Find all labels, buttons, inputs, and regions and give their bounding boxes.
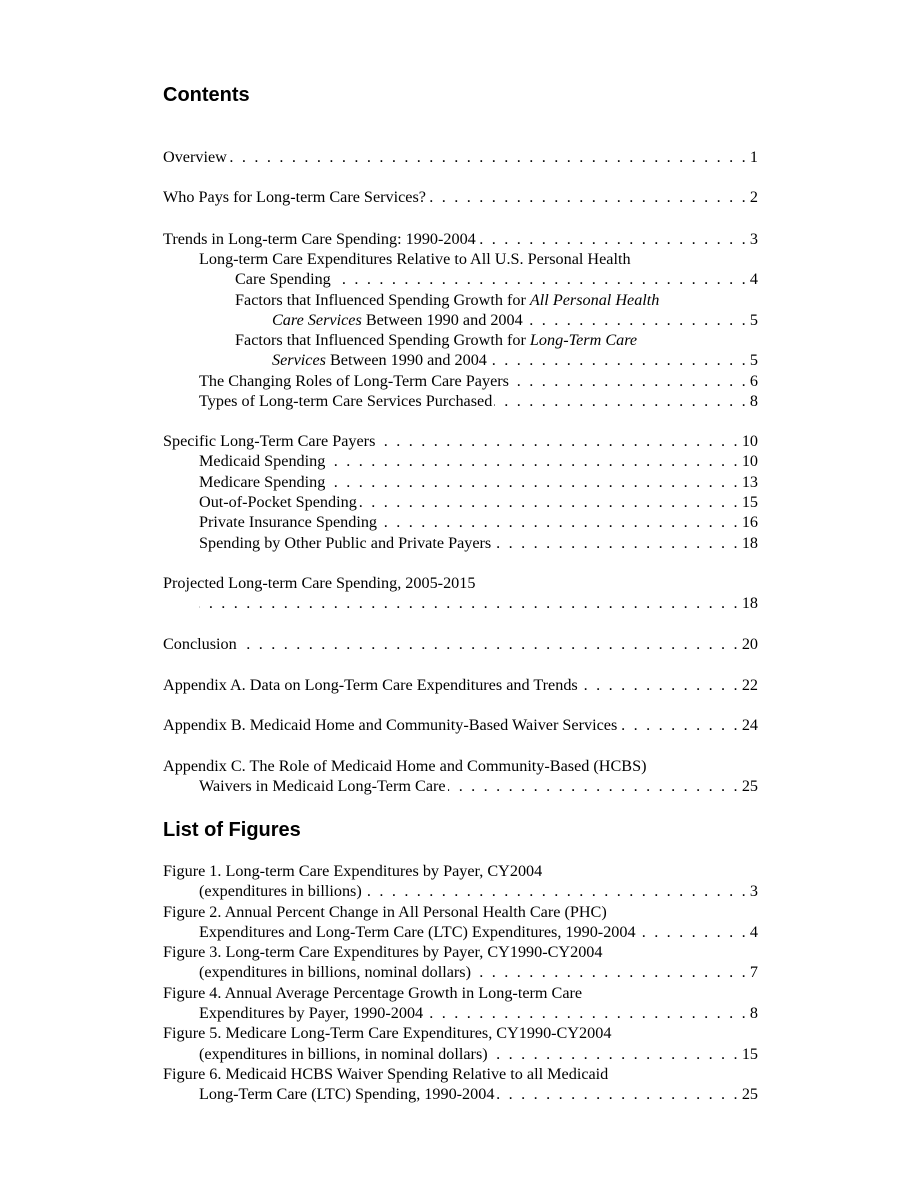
- toc-entry-title-italic: Care Services: [272, 311, 362, 329]
- toc-page-number: 3: [749, 230, 758, 248]
- leader-dots: [489, 350, 748, 370]
- toc-entry-changing-roles[interactable]: [163, 371, 758, 391]
- toc-entry-title: Medicare Spending: [199, 473, 326, 491]
- toc-entry-specific-payers[interactable]: [163, 431, 758, 451]
- toc-entry-factors-ltc-cont[interactable]: [163, 350, 758, 370]
- figure-page-number: 4: [749, 923, 758, 941]
- toc-page-number: 2: [749, 188, 758, 206]
- figure-entry-title: (expenditures in billions, in nominal dollars): [199, 1045, 488, 1063]
- leader-dots: [425, 1003, 748, 1023]
- toc-entry-title: Care Spending: [235, 270, 331, 288]
- figure-entry-4-cont[interactable]: [163, 1003, 758, 1023]
- figure-entry-2[interactable]: [163, 902, 758, 922]
- figure-page-number: 7: [749, 963, 758, 981]
- toc-entry-title: Overview: [163, 148, 227, 166]
- figure-entry-2-cont[interactable]: [163, 922, 758, 942]
- toc-entry-title: Spending by Other Public and Private Payers: [199, 534, 492, 552]
- figure-entry-title: (expenditures in billions, nominal dollars): [199, 963, 471, 981]
- toc-entry-appendix-c[interactable]: [163, 756, 758, 776]
- leader-dots: [327, 451, 739, 471]
- figure-entry-title: Figure 6. Medicaid HCBS Waiver Spending Relative to all Medicaid: [163, 1065, 609, 1083]
- toc-entry-title: Between 1990 and 2004: [325, 351, 487, 369]
- toc-entry-other-payers[interactable]: [163, 533, 758, 553]
- leader-dots: [511, 371, 748, 391]
- toc-entry-projected[interactable]: [163, 573, 758, 593]
- toc-entry-trends[interactable]: [163, 229, 758, 249]
- leader-dots: [494, 391, 748, 411]
- toc-page-number: 18: [741, 534, 758, 552]
- figure-entry-title: Figure 1. Long-term Care Expenditures by Payer, CY2004: [163, 862, 543, 880]
- leader-dots: [199, 593, 740, 613]
- toc-entry-title: Appendix C. The Role of Medicaid Home and Community-Based (HCBS): [163, 757, 647, 775]
- toc-entry-title: Waivers in Medicaid Long-Term Care: [199, 777, 446, 795]
- toc-page-number: 20: [741, 635, 758, 653]
- figure-entry-4[interactable]: [163, 983, 758, 1003]
- toc-entry-who-pays[interactable]: [163, 187, 758, 207]
- figure-entry-title: Long-Term Care (LTC) Spending, 1990-2004: [199, 1085, 495, 1103]
- toc-entry-title: Factors that Influenced Spending Growth for: [235, 291, 530, 309]
- leader-dots: [239, 634, 740, 654]
- toc-entry-title: Factors that Influenced Spending Growth for: [235, 331, 530, 349]
- figure-entry-6-cont[interactable]: [163, 1084, 758, 1104]
- figure-entry-title: Figure 4. Annual Average Percentage Growth in Long-term Care: [163, 984, 583, 1002]
- toc-page-number: 13: [741, 473, 758, 491]
- leader-dots: [473, 962, 748, 982]
- toc-page-number: 16: [741, 513, 758, 531]
- leader-dots: [327, 472, 739, 492]
- leader-dots: [428, 187, 748, 207]
- figure-page-number: 8: [749, 1004, 758, 1022]
- list-of-figures-heading: List of Figures: [163, 819, 301, 841]
- leader-dots: [619, 715, 740, 735]
- toc-entry-title: Between 1990 and 2004: [361, 311, 523, 329]
- toc-page-number: 10: [741, 452, 758, 470]
- figure-page-number: 15: [741, 1045, 758, 1063]
- figure-entry-5[interactable]: [163, 1023, 758, 1043]
- leader-dots: [525, 310, 748, 330]
- toc-entry-title: Medicaid Spending: [199, 452, 326, 470]
- figure-entry-3-cont[interactable]: [163, 962, 758, 982]
- toc-entry-factors-phc[interactable]: [163, 290, 758, 310]
- toc-entry-appendix-a[interactable]: [163, 675, 758, 695]
- toc-page-number: 5: [749, 311, 758, 329]
- toc-entry-factors-phc-cont[interactable]: [163, 310, 758, 330]
- toc-entry-medicaid[interactable]: [163, 451, 758, 471]
- toc-entry-title: Private Insurance Spending: [199, 513, 378, 531]
- figure-entry-title: Expenditures and Long-Term Care (LTC) Expenditures, 1990-2004: [199, 923, 636, 941]
- toc-entry-conclusion[interactable]: [163, 634, 758, 654]
- toc-entry-title: Who Pays for Long-term Care Services?: [163, 188, 426, 206]
- toc-entry-projected-cont[interactable]: [163, 593, 758, 613]
- toc-entry-private-insurance[interactable]: [163, 512, 758, 532]
- toc-page-number: 5: [749, 351, 758, 369]
- toc-entry-title: Long-term Care Expenditures Relative to All U.S. Personal Health: [199, 250, 631, 268]
- figure-entry-1[interactable]: [163, 861, 758, 881]
- leader-dots: [490, 1044, 740, 1064]
- toc-page-number: 6: [749, 372, 758, 390]
- figure-entry-title: Figure 2. Annual Percent Change in All Personal Health Care (PHC): [163, 903, 607, 921]
- toc-entry-types-services[interactable]: [163, 391, 758, 411]
- leader-dots: [638, 922, 748, 942]
- leader-dots: [359, 492, 740, 512]
- leader-dots: [580, 675, 740, 695]
- toc-page-number: 10: [741, 432, 758, 450]
- leader-dots: [333, 269, 748, 289]
- toc-entry-title: Projected Long-term Care Spending, 2005-2015: [163, 574, 476, 592]
- toc-entry-title: Trends in Long-term Care Spending: 1990-2004: [163, 230, 476, 248]
- toc-entry-title: Types of Long-term Care Services Purchased: [199, 392, 493, 410]
- toc-page-number: 15: [741, 493, 758, 511]
- toc-entry-title: Appendix A. Data on Long-Term Care Expenditures and Trends: [163, 676, 578, 694]
- toc-entry-title-italic: Long-Term Care: [529, 331, 638, 349]
- figure-entry-title: Figure 5. Medicare Long-Term Care Expenditures, CY1990-CY2004: [163, 1024, 612, 1042]
- contents-heading: Contents: [163, 84, 250, 106]
- toc-page-number: 4: [749, 270, 758, 288]
- toc-page-number: 18: [741, 594, 758, 612]
- toc-entry-title: Specific Long-Term Care Payers: [163, 432, 376, 450]
- toc-entry-overview[interactable]: [163, 147, 758, 167]
- figure-entry-5-cont[interactable]: [163, 1044, 758, 1064]
- toc-entry-factors-ltc[interactable]: [163, 330, 758, 350]
- leader-dots: [379, 512, 740, 532]
- toc-page-number: 8: [749, 392, 758, 410]
- toc-entry-appendix-c-cont[interactable]: [163, 776, 758, 796]
- figure-entry-1-cont[interactable]: [163, 881, 758, 901]
- toc-entry-medicare[interactable]: [163, 472, 758, 492]
- toc-entry-appendix-b[interactable]: [163, 715, 758, 735]
- toc-page-number: 24: [741, 716, 758, 734]
- toc-entry-title: The Changing Roles of Long-Term Care Payers: [199, 372, 509, 390]
- figure-entry-title: Expenditures by Payer, 1990-2004: [199, 1004, 424, 1022]
- figure-page-number: 25: [741, 1085, 758, 1103]
- toc-page-number: 25: [741, 777, 758, 795]
- leader-dots: [229, 147, 748, 167]
- figure-page-number: 3: [749, 882, 758, 900]
- figure-entry-3[interactable]: [163, 942, 758, 962]
- leader-dots: [493, 533, 740, 553]
- leader-dots: [496, 1084, 739, 1104]
- toc-entry-out-of-pocket[interactable]: [163, 492, 758, 512]
- leader-dots: [478, 229, 748, 249]
- toc-entry-title: Appendix B. Medicaid Home and Community-Based Waiver Services: [163, 716, 618, 734]
- toc-entry-title: Out-of-Pocket Spending: [199, 493, 357, 511]
- toc-entry-title: Conclusion: [163, 635, 237, 653]
- toc-entry-ltc-relative-cont[interactable]: [163, 269, 758, 289]
- figure-entry-6[interactable]: [163, 1064, 758, 1084]
- toc-page-number: 1: [749, 148, 758, 166]
- leader-dots: [377, 431, 739, 451]
- leader-dots: [364, 881, 748, 901]
- leader-dots: [448, 776, 740, 796]
- toc-entry-title-italic: Services: [272, 351, 326, 369]
- toc-entry-ltc-relative[interactable]: [163, 249, 758, 269]
- figure-entry-title: (expenditures in billions): [199, 882, 362, 900]
- toc-entry-title-italic: All Personal Health: [529, 291, 660, 309]
- figure-entry-title: Figure 3. Long-term Care Expenditures by Payer, CY1990-CY2004: [163, 943, 603, 961]
- toc-page-number: 22: [741, 676, 758, 694]
